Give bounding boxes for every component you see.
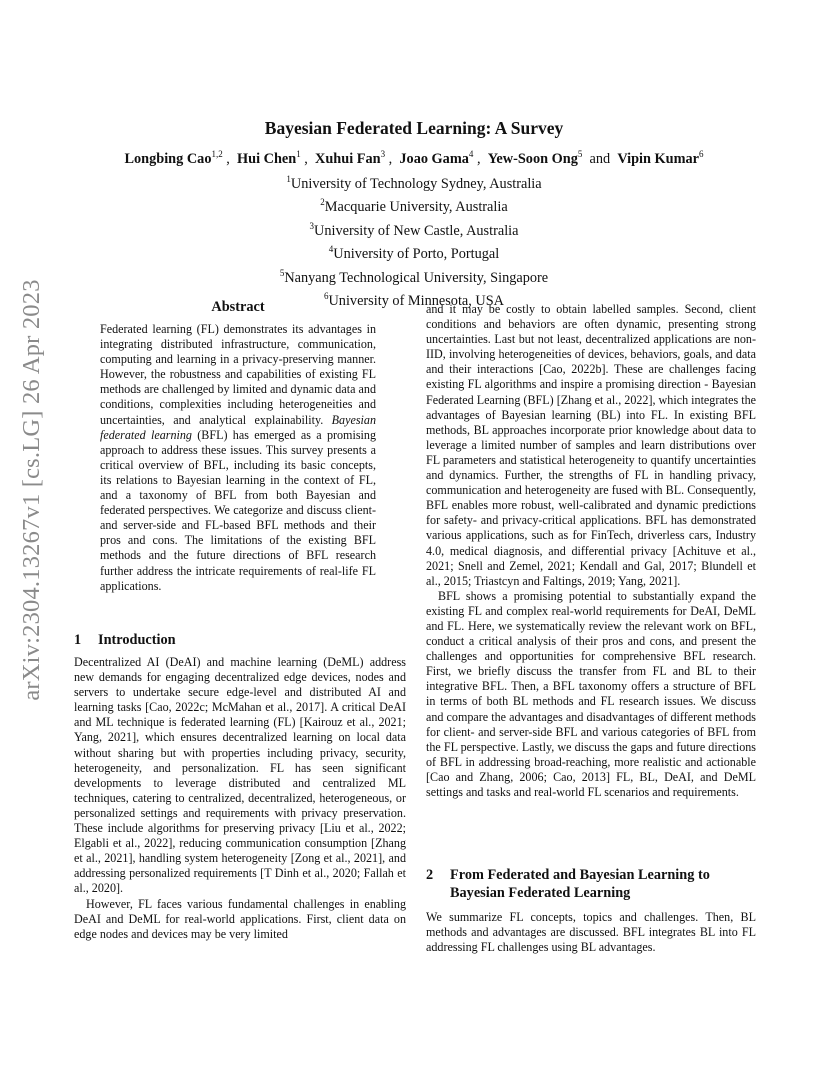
affiliation-mark: 1 xyxy=(286,174,291,184)
section-title-block xyxy=(450,866,710,902)
affiliation-list xyxy=(0,170,828,311)
affiliation xyxy=(0,240,828,263)
abstract-text-2: (BFL) has emerged as a promising approach to address these issues. This survey presents a critical overview of BFL, including its basic concepts, its relations to Bayesian learning in the context of FL, and a taxonomy of BFL from both Bayesian and federated perspectives. We categorize and discuss client- and server-side and FL-based BFL methods and their pros and cons. The limitations of the existing BFL methods and the future directions of BFL research further address the intricate requirements of real-life FL applications. xyxy=(100,427,376,593)
paper-title: Bayesian Federated Learning: A Survey xyxy=(264,118,564,138)
author-name: Hui Chen xyxy=(237,150,297,167)
abstract-text-1: Federated learning (FL) demonstrates its advantages in integrating distributed infrastructure, communication, computing and learning in a privacy-preserving manner. However, the robustness and capabilities of existing FL methods are challenged by limited and dynamic data and conditions, complexities including heterogeneities and uncertainties, and analytical explainability. xyxy=(100,322,376,427)
abstract-emphasis: Bayesian federated learning xyxy=(100,412,376,442)
affiliation-mark: 3 xyxy=(309,220,314,231)
author-affiliation-mark: 4 xyxy=(468,149,474,159)
author-affiliation-mark: 1 xyxy=(296,149,301,159)
author-name: Joao Gama xyxy=(399,150,469,167)
author-name: Vipin Kumar xyxy=(617,150,700,167)
abstract-heading: Abstract xyxy=(211,299,265,315)
author-affiliation-mark: 1,2 xyxy=(211,149,223,159)
section-2-heading xyxy=(426,866,756,902)
affiliation xyxy=(0,170,828,193)
author-affiliation-mark: 5 xyxy=(577,149,583,159)
affiliation xyxy=(0,217,828,240)
author-affiliation-mark: 6 xyxy=(699,149,704,159)
affiliation xyxy=(0,193,828,216)
section-2-paragraph-1: We summarize FL concepts, topics and challenges. Then, BL methods and advantages are discussed. BFL integrates BL into FL addressing FL challenges using BL advantages. xyxy=(426,910,756,955)
section-title: Introduction xyxy=(98,632,176,648)
intro-paragraph-2: However, FL faces various fundamental challenges in enabling DeAI and DeML for real-world applications. First, client data on edge nodes and devices may be very limited xyxy=(74,896,406,941)
right-column xyxy=(426,302,756,800)
author-separator: , xyxy=(473,150,488,167)
intro-paragraph-3: and it may be costly to obtain labelled samples. Second, client conditions and behaviors are often dynamic, presenting strong uncertainties. Last but not least, decentralized applications are non-IID, involving heterogeneities of devices, behaviors, goals, and data and their interactions [Cao, 2022b]. These are challenges facing existing FL algorithms and inspire a promising direction - Bayesian Federated Learning (BFL) [Zhang et al., 2022], which integrates the advantages of Bayesian learning (BL) into FL. In existing BFL methods, BL approaches incorporate prior knowledge about data to leverage a limited number of samples and learn distributions over FL parameters and statistical heterogeneity to quantify uncertainties and dynamics. Further, the strengths of FL in handling privacy, communication and heterogeneity are fused with BL. Consequently, BFL enables more robust, well-calibrated and dynamic predictions for safety- and privacy-critical applications. BFL has demonstrated various applications, such as for FinTech, driverless cars, Industry 4.0, medical diagnosis, and differential privacy [Achituve et al., 2021; Snell and Zemel, 2021; Kendall and Gal, 2017; Blundell et al., 2015; Triastcyn and Faltings, 2019; Yang, 2021]. xyxy=(426,302,756,588)
abstract-body xyxy=(100,322,376,594)
affiliation-text: University of Porto, Portugal xyxy=(333,246,500,263)
intro-paragraph-4: BFL shows a promising potential to substantially expand the existing FL and complex real-world requirements for DeAI, DeML and FL. Here, we systematically review the relevant work on BFL, conduct a critical analysis of their pros and cons, and present the challenges and opportunities for comprehensive BFL research. First, we briefly discuss the transfer from FL and BL to their integrative BFL. Then, a BFL taxonomy offers a structure of BFL in terms of both BL methods and FL research issues. We discuss and compare the advantages and disadvantages of different methods for client- and server-side BFL and various categories of BFL from the FL perspective. Lastly, we discuss the gaps and future directions of BFL in addressing broad-reaching, more realistic and actionable [Cao and Zhang, 2006; Cao, 2013] FL, BL, DeAI, and DeML settings and tasks and real-world FL scenarios and requirements. xyxy=(426,588,756,799)
section-number: 1 xyxy=(74,632,82,648)
section-title-line-2: Bayesian Federated Learning xyxy=(450,885,631,901)
affiliation-text: University of Technology Sydney, Australia xyxy=(290,175,542,192)
affiliation-text: Macquarie University, Australia xyxy=(324,199,508,216)
intro-paragraph-1: Decentralized AI (DeAI) and machine learning (DeML) address new demands for engaging decentralized edge devices, nodes and servers to undertake secure edge-level and distributed AI and learning tasks [Cao, 2022c; McMahan et al., 2017]. A critical DeAI and ML technique is federated learning (FL) [Kairouz et al., 2021; Yang, 2021], which ensures decentralized learning on local data without sharing but with properties including privacy, security, heterogeneity, and personalization. FL has seen significant developments to leverage distributed and centralized ML techniques, catering to centralized, decentralized, heterogeneous, or personalized settings and requirements with privacy preservation. These include algorithms for preserving privacy [Liu et al., 2022; Elgabli et al., 2022], reducing communication consumption [Zhang et al., 2021], handling system heterogeneity [Zong et al., 2021], and addressing personalized requirements [T Dinh et al., 2020; Fallah et al., 2020]. xyxy=(74,655,406,896)
author-affiliation-mark: 3 xyxy=(380,149,386,159)
author-name: Longbing Cao xyxy=(124,150,212,167)
author-separator: , xyxy=(222,150,238,167)
author-separator: , xyxy=(385,150,400,167)
author-separator: , xyxy=(300,150,316,167)
affiliation-text: Nanyang Technological University, Singapore xyxy=(284,269,549,286)
section-2 xyxy=(426,866,756,955)
arxiv-id-text: arXiv:2304.13267v1 [cs.LG] 26 Apr 2023 xyxy=(18,279,45,701)
affiliation-mark: 5 xyxy=(279,267,285,278)
section-number: 2 xyxy=(426,867,434,883)
affiliation-text: University of Minnesota, USA xyxy=(328,293,505,310)
author-name: Xuhui Fan xyxy=(315,150,381,167)
author-name: Yew-Soon Ong xyxy=(487,150,578,167)
affiliation xyxy=(0,264,828,287)
arxiv-identifier xyxy=(6,279,58,701)
affiliation-mark: 4 xyxy=(328,244,334,255)
left-column xyxy=(74,631,406,942)
section-title-line-1: From Federated and Bayesian Learning to xyxy=(450,867,710,883)
author-list xyxy=(0,149,828,168)
abstract xyxy=(100,299,376,594)
affiliation-mark: 6 xyxy=(323,291,329,302)
affiliation-text: University of New Castle, Australia xyxy=(314,222,519,239)
section-1-heading xyxy=(74,631,406,649)
author-separator: and xyxy=(582,150,618,167)
affiliation-mark: 2 xyxy=(320,197,325,208)
